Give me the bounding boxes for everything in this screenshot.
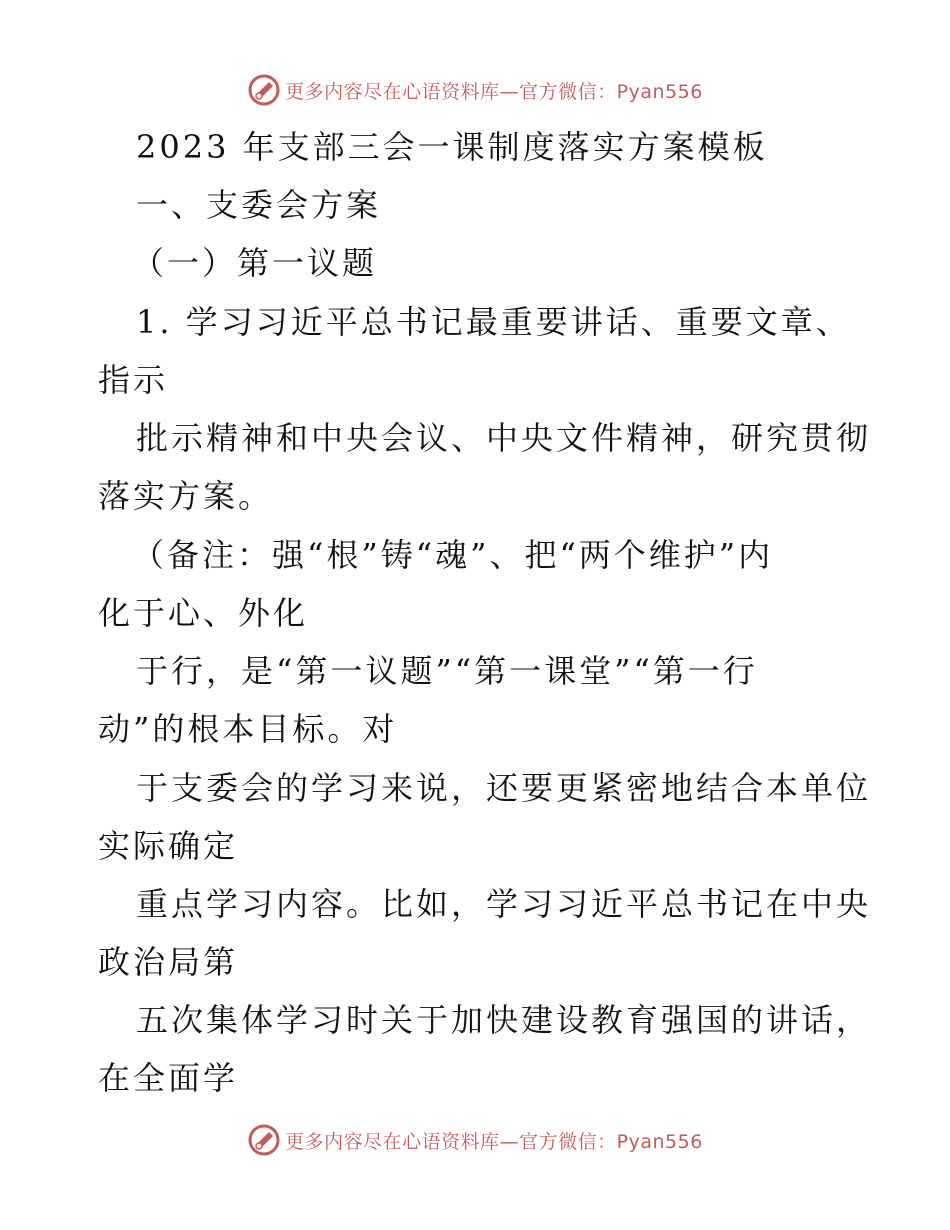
logo-icon bbox=[247, 73, 281, 107]
watermark-banner-top bbox=[0, 70, 950, 110]
section-heading: 一、支委会方案 bbox=[136, 186, 382, 224]
paragraph-line: 实际确定 bbox=[98, 827, 239, 865]
paragraph-line: 落实方案。 bbox=[98, 477, 274, 515]
paragraph-line: 指示 bbox=[98, 361, 169, 399]
logo-icon bbox=[247, 1123, 281, 1157]
watermark-text: 更多内容尽在心语资料库—官方微信：Pyan556 bbox=[285, 80, 703, 103]
paragraph-line: 动”的根本目标。对 bbox=[98, 710, 398, 748]
paragraph-line: （备注：强“根”铸“魂”、把“两个维护”内 bbox=[132, 536, 774, 574]
paragraph-line: 在全面学 bbox=[98, 1059, 239, 1097]
watermark-text: 更多内容尽在心语资料库—官方微信：Pyan556 bbox=[285, 1130, 703, 1153]
watermark-banner-bottom bbox=[0, 1120, 950, 1160]
paragraph-line: 政治局第 bbox=[98, 943, 239, 981]
paragraph-line: 1. 学习习近平总书记最重要讲话、重要文章、 bbox=[136, 303, 851, 341]
paragraph-line: 批示精神和中央会议、中央文件精神，研究贯彻 bbox=[136, 419, 872, 457]
paragraph-line: 化于心、外化 bbox=[98, 594, 309, 632]
paragraph-line: 重点学习内容。比如，学习习近平总书记在中央 bbox=[136, 885, 872, 923]
paragraph-line: 于支委会的学习来说，还要更紧密地结合本单位 bbox=[136, 769, 872, 807]
paragraph-line: 于行，是“第一议题”“第一课堂”“第一行 bbox=[136, 652, 758, 690]
subsection-heading: （一）第一议题 bbox=[132, 244, 378, 282]
paragraph-line: 五次集体学习时关于加快建设教育强国的讲话， bbox=[136, 1001, 872, 1039]
document-title: 2023 年支部三会一课制度落实方案模板 bbox=[136, 128, 768, 166]
